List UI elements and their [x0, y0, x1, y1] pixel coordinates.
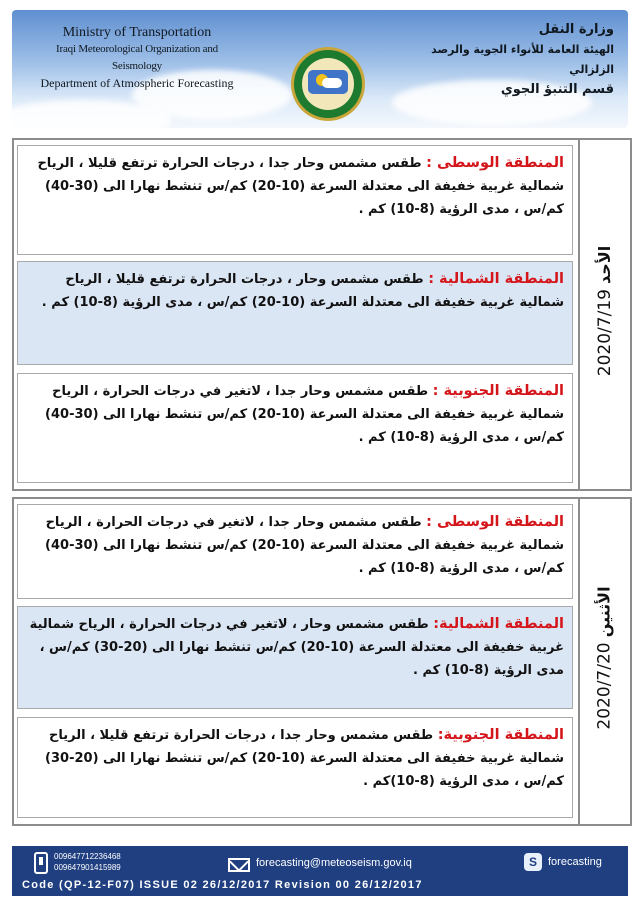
region-label: المنطقة الوسطى :: [426, 155, 564, 171]
document-code: Code (QP-12-F07) ISSUE 02 26/12/2017 Revision 00 26/12/2017: [22, 879, 423, 891]
forecast-text: طقس مشمس وحار ، لاتغير في درجات الحرارة ، الرياح شمالية غربية خفيفة الى معتدلة السرعة (10-20) كم/س تنشط نهارا الى (20-30) كم/س ، مدى الرؤية (8-10) كم .: [29, 617, 564, 678]
mail-icon: [228, 858, 250, 872]
department-name-ar: قسم التنبؤ الجوي: [500, 82, 614, 97]
organization-logo: [294, 50, 362, 118]
forecast-south: [17, 373, 573, 483]
phone-icon: [34, 852, 48, 874]
date-label: [595, 245, 615, 383]
region-label: المنطقة الجنوبية:: [437, 727, 564, 743]
region-label: المنطقة الوسطى :: [426, 514, 564, 530]
organization-name-ar: الهيئة العامة للأنواء الجوية والرصد الزلزالي: [431, 43, 614, 76]
day-name: الأثنين: [595, 585, 615, 637]
organization-name-en: Iraqi Meteorological Organization and Seismology: [56, 43, 218, 72]
department-name-en: Department of Atmospheric Forecasting: [40, 76, 234, 90]
day-group-sunday: [12, 138, 632, 491]
ministry-name-ar: وزارة النقل: [538, 22, 614, 37]
phone-number: 009647712236468: [54, 852, 121, 861]
forecast-text: طقس مشمس وحار ، درجات الحرارة ترتفع قليلا ، الرياح شمالية غربية خفيفة الى معتدلة السرعة (10-20) كم/س ، مدى الرؤية (8-10) كم .: [41, 272, 564, 310]
forecast-south: [17, 717, 573, 818]
forecast-text: طقس مشمس وحار جدا ، لاتغير في درجات الحرارة ، الرياح شمالية غربية خفيفة الى معتدلة السرعة (10-20) كم/س تنشط نهارا الى (30-40) كم/س ، مدى الرؤية (8-10) كم .: [45, 384, 564, 445]
forecast-text: طقس مشمس وحار جدا ، لاتغير في درجات الحرارة ، الرياح شمالية غربية خفيفة الى معتدلة السرعة (10-20) كم/س تنشط نهارا الى (30-40) كم/س ، مدى الرؤية (8-10) كم .: [45, 515, 564, 576]
skype-icon: S: [524, 853, 542, 871]
skype-handle[interactable]: forecasting: [548, 856, 602, 868]
date-column: [578, 140, 630, 489]
header-english: [32, 24, 242, 92]
region-label: المنطقة الشمالية:: [433, 616, 564, 632]
forecast-central: [17, 145, 573, 255]
region-label: المنطقة الشمالية :: [428, 271, 564, 287]
phone-number: 009647901415989: [54, 863, 121, 872]
header-arabic: [394, 20, 614, 100]
date-column: [578, 499, 630, 824]
forecast-central: [17, 504, 573, 599]
day-name: الأحد: [595, 245, 614, 284]
footer-bar: [12, 846, 628, 896]
date-value: 2020/7/20: [595, 641, 616, 730]
forecast-north: [17, 261, 573, 365]
date-value: 2020/7/19: [595, 288, 615, 376]
day-group-monday: [12, 497, 632, 826]
date-label: [595, 586, 615, 737]
region-label: المنطقة الجنوبية :: [432, 383, 564, 399]
forecast-north: [17, 606, 573, 709]
forecast-text: طقس مشمس وحار جدا ، درجات الحرارة ترتفع قليلا ، الرياح شمالية غربية خفيفة الى معتدلة السرعة (10-20) كم/س تنشط نهارا الى (20-30) كم/س ، مدى الرؤية (8-10)كم .: [45, 728, 564, 789]
phone-numbers: [54, 851, 121, 873]
ministry-name-en: Ministry of Transportation: [62, 25, 212, 40]
header-banner: [12, 10, 628, 128]
forecast-text: طقس مشمس وحار جدا ، درجات الحرارة ترتفع قليلا ، الرياح شمالية غربية خفيفة الى معتدلة السرعة (10-20) كم/س تنشط نهارا الى (30-40) كم/س ، مدى الرؤية (8-10) كم .: [37, 156, 564, 217]
email-link[interactable]: forecasting@meteoseism.gov.iq: [256, 857, 412, 869]
